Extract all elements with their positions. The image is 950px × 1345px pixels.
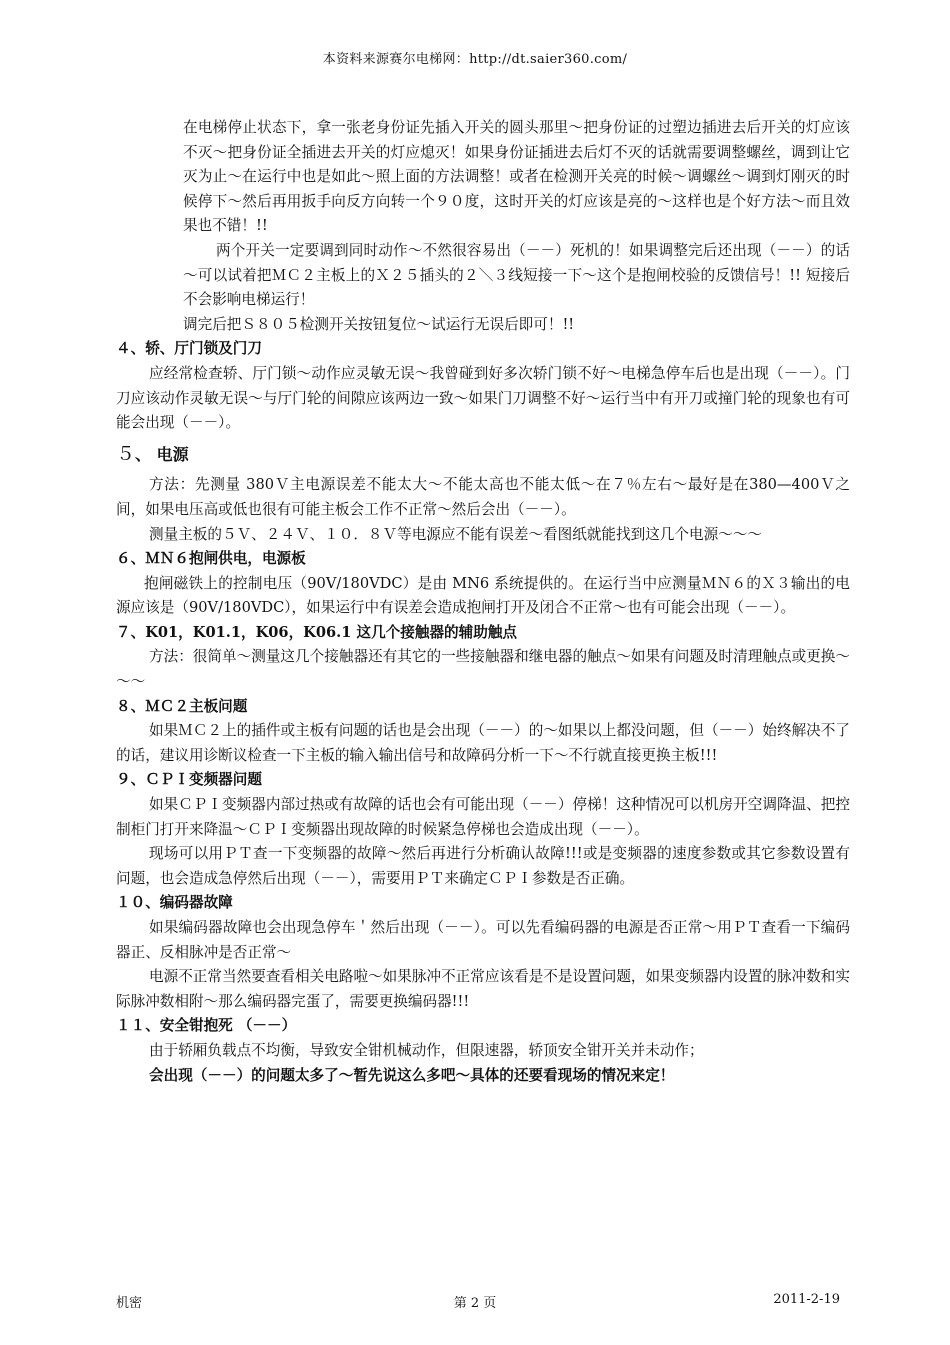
document-body <box>116 116 850 1088</box>
footer-date: 2011-2-19 <box>773 1292 840 1307</box>
heading-encoder: １０、编码器故障 <box>116 894 233 912</box>
paragraph-switch-adjust: 在电梯停止状态下，拿一张老身份证先插入开关的圆头那里～把身份证的过塑边插进去后开关的灯应该不灭～把身份证全插进去开关的灯应熄灭！如果身份证插进去后灯不灭的话就需要调整螺丝，调到让它灭为止～在运行中也是如此～照上面的方法调整！或者在检测开关亮的时候～调螺丝～调到灯刚灭的时候停下～然后再用扳手向反方向转一个９０度，这时开关的灯应该是亮的～这样也是个好方法～而且效果也不错！!! <box>183 119 850 235</box>
heading-contactors: ７、K01，K01.1，K06，K06.1 这几个接触器的辅助触点 <box>116 623 518 641</box>
paragraph-cpi-pt: 现场可以用ＰＴ查一下变频器的故障～然后再进行分析确认故障!!!或是变频器的速度参数或其它参数设置有问题，也会造成急停然后出现（－－），需要用ＰＴ来确定ＣＰＩ参数是否正确。 <box>116 845 850 887</box>
paragraph-mc2: 如果ＭＣ２上的插件或主板有问题的话也是会出现（－－）的～如果以上都没问题，但（－－）始终解决不了的话，建议用诊断议检查一下主板的输入输出信号和故障码分析一下～不行就直接更换主板!!! <box>116 722 850 764</box>
paragraph-switch-sync: 两个开关一定要调到同时动作～不然很容易出（－－）死机的！如果调整完后还出现（－－）的话～可以试着把ＭＣ２主板上的Ｘ２５插头的２＼３线短接一下～这个是抱闸校验的反馈信号！!! 短接后不会影响电梯运行！ <box>183 241 850 309</box>
paragraph-closing: 会出现（－－）的问题太多了～暂先说这么多吧～具体的还要看现场的情况来定！ <box>149 1066 675 1084</box>
heading-mn6: ６、ＭＮ６抱闸供电，电源板 <box>116 550 306 568</box>
paragraph-reset: 调完后把Ｓ８０５检测开关按钮复位～试运行无误后即可！!! <box>183 315 575 333</box>
heading-safety-gear: １１、安全钳抱死 （－－） <box>116 1017 297 1035</box>
paragraph-mn6: 抱闸磁铁上的控制电压（90V/180VDC）是由 MN6 系统提供的。在运行当中应测量ＭＮ６的Ｘ３输出的电源应该是（90V/180VDC），如果运行中有误差会造成抱闸打开及闭合不正常～也有可能会出现（－－）。 <box>116 574 850 617</box>
heading-cpi: ９、ＣＰＩ变频器问题 <box>116 771 262 789</box>
source-header: 本资料来源赛尔电梯网：http://dt.saier360.com/ <box>322 52 628 67</box>
footer-page-number: 第 2 页 <box>453 1296 497 1311</box>
paragraph-encoder-check: 如果编码器故障也会出现急停车＇然后出现（－－）。可以先看编码器的电源是否正常～用ＰＴ查看一下编码器正、反相脉冲是否正常～ <box>116 919 850 961</box>
heading-power-number: ５ <box>116 442 136 465</box>
heading-power-text: 、 电源 <box>135 444 189 464</box>
paragraph-power-method: 方法：先测量 380Ｖ主电源误差不能太大～不能太高也不能太低～在７％左右～最好是在380—400Ｖ之间，如果电压高或低也很有可能主板会工作不正常～然后会出（－－）。 <box>116 476 850 518</box>
paragraph-contactors: 方法：很简单～测量这几个接触器还有其它的一些接触器和继电器的触点～如果有问题及时清理触点或更换～～～ <box>116 648 850 691</box>
paragraph-safety-gear: 由于轿厢负载点不均衡，导致安全钳机械动作，但限速器，轿顶安全钳开关并未动作； <box>149 1041 704 1059</box>
heading-mc2: ８、ＭＣ２主板问题 <box>116 697 248 715</box>
paragraph-cpi-overheat: 如果ＣＰＩ变频器内部过热或有故障的话也会有可能出现（－－）停梯！这种情况可以机房开空调降温、把控制柜门打开来降温～ＣＰＩ变频器出现故障的时候紧急停梯也会造成出现（－－）。 <box>116 796 850 838</box>
paragraph-power-board: 测量主板的５Ｖ、２４Ｖ、１０．８Ｖ等电源应不能有误差～看图纸就能找到这几个电源～～～ <box>149 525 762 543</box>
heading-door-locks: ４、轿、厅门锁及门刀 <box>116 340 262 358</box>
footer-confidential: 机密 <box>116 1296 143 1311</box>
paragraph-encoder-replace: 电源不正常当然要查看相关电路啦～如果脉冲不正常应该看是不是设置问题，如果变频器内设置的脉冲数和实际脉冲数相附～那么编码器完蛋了，需要更换编码器!!! <box>116 968 850 1010</box>
paragraph-door-locks: 应经常检查轿、厅门锁～动作应灵敏无误～我曾碰到好多次轿门锁不好～电梯急停车后也是出现（－－）。门刀应该动作灵敏无误～与厅门轮的间隙应该两边一致～如果门刀调整不好～运行当中有开刀或撞门轮的现象也有可能会出现（－－）。 <box>116 364 850 432</box>
heading-power <box>116 442 850 468</box>
